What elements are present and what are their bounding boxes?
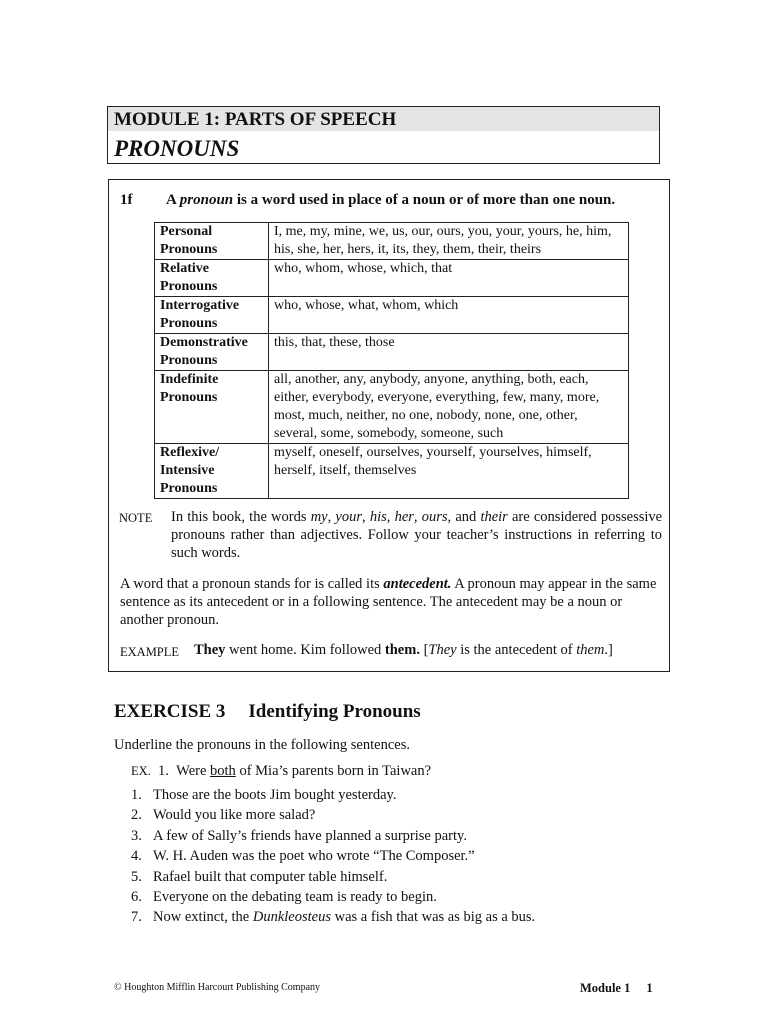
note-word: her <box>394 509 414 525</box>
pronoun-type-cell <box>155 444 269 499</box>
item-text: Everyone on the debating team is ready to begin. <box>153 888 437 905</box>
note-word: his <box>369 509 387 525</box>
pronoun-examples: all, another, any, anybody, anyone, anything, both, each, either, everybody, everyone, everything, few, many, more, most, much, neither, no one, nobody, none, one, other, several, some, somebody, someone, such <box>269 371 629 444</box>
pronoun-examples: who, whose, what, whom, which <box>269 297 629 334</box>
note-sep: , and <box>447 509 481 525</box>
underlined-pronoun: both <box>210 763 236 779</box>
example-italic: They <box>428 642 457 658</box>
table-row <box>155 223 629 260</box>
item-number: 3. <box>131 827 142 844</box>
note-sep: , <box>362 509 370 525</box>
note-sep: , <box>386 509 395 525</box>
example-bold: them. <box>384 642 420 658</box>
rule-suffix: is a word used in place of a noun or of more than one noun. <box>233 192 616 208</box>
ex-label: EX. <box>131 764 151 778</box>
pronoun-type: Pronouns <box>160 242 218 257</box>
module-header-box <box>107 106 660 164</box>
pronoun-examples: this, that, these, those <box>269 334 629 371</box>
table-row <box>155 371 629 444</box>
pronoun-type: Reflexive/ <box>160 445 220 460</box>
item-text: Those are the boots Jim bought yesterday. <box>153 787 397 803</box>
list-item <box>131 826 535 846</box>
table-row <box>155 260 629 297</box>
note-word: your <box>335 509 363 525</box>
pronoun-type: Pronouns <box>160 353 218 368</box>
list-item <box>131 887 535 907</box>
item-italic: Dunkleosteus <box>252 909 331 926</box>
pronoun-type: Intensive <box>160 463 215 478</box>
page-footer <box>580 980 653 996</box>
pronoun-examples: I, me, my, mine, we, us, our, ours, you, your, yours, he, him, his, she, her, hers, it, its, they, them, their, theirs <box>269 223 629 260</box>
example-label: EXAMPLE <box>120 645 180 659</box>
rule-definition <box>166 191 615 210</box>
pronoun-type: Interrogative <box>160 298 240 313</box>
item-number: 5. <box>131 868 142 885</box>
item-text: A few of Sally’s friends have planned a surprise party. <box>153 827 467 844</box>
list-item <box>131 785 535 805</box>
rule-prefix: A <box>166 192 180 208</box>
rule-number: 1f <box>120 192 133 208</box>
pronoun-type-cell <box>155 297 269 334</box>
rule-term: pronoun <box>179 192 234 208</box>
example-bold: They <box>194 642 226 658</box>
table-row <box>155 334 629 371</box>
example-part: [ <box>419 642 429 658</box>
footer-module: Module 1 <box>580 981 631 995</box>
note-word: their <box>480 509 508 525</box>
item-number: 4. <box>131 848 142 865</box>
antecedent-text: A word that a pronoun stands for is called its <box>120 576 384 592</box>
list-item <box>131 846 535 866</box>
note-word: ours <box>421 509 448 525</box>
antecedent-paragraph <box>120 575 662 629</box>
item-number: 1. <box>131 787 142 803</box>
ex-text: Were <box>176 763 211 779</box>
pronoun-type: Personal <box>160 224 213 239</box>
copyright-notice: © Houghton Mifflin Harcourt Publishing Company <box>114 982 321 993</box>
pronoun-type-cell <box>155 334 269 371</box>
list-item <box>131 867 535 887</box>
item-text: was a fish that was as big as a bus. <box>331 909 536 926</box>
table-row <box>155 297 629 334</box>
list-item <box>131 907 535 927</box>
exercise-instructions: Underline the pronouns in the following sentences. <box>114 737 410 753</box>
pronoun-type-cell <box>155 223 269 260</box>
item-number: 2. <box>131 807 142 824</box>
example-text <box>194 641 613 659</box>
pronoun-type: Pronouns <box>160 316 218 331</box>
exercise-title: Identifying Pronouns <box>248 701 421 722</box>
example-italic: them <box>576 642 605 658</box>
pronoun-table <box>154 222 629 499</box>
pronoun-type: Demonstrative <box>160 335 248 350</box>
table-row <box>155 444 629 499</box>
example-part: went home. Kim followed <box>225 642 385 658</box>
note-sep: , <box>413 509 422 525</box>
page-number: 1 <box>646 981 653 995</box>
note-text-part: In this book, the words <box>171 509 311 525</box>
pronoun-type: Indefinite <box>160 372 219 387</box>
example-part: is the antecedent of <box>456 642 577 658</box>
module-label: MODULE 1: PARTS OF SPEECH <box>108 107 659 131</box>
pronoun-examples: myself, oneself, ourselves, yourself, yourselves, himself, herself, itself, themselves <box>269 444 629 499</box>
item-text: W. H. Auden was the poet who wrote “The Composer.” <box>153 848 475 865</box>
pronoun-type: Pronouns <box>160 481 218 496</box>
pronoun-type: Relative <box>160 261 209 276</box>
antecedent-term: antecedent. <box>383 576 452 592</box>
pronoun-type: Pronouns <box>160 390 218 405</box>
item-text: Would you like more salad? <box>153 807 316 824</box>
example-sentence <box>131 762 431 780</box>
page-title: PRONOUNS <box>114 136 240 161</box>
pronoun-type-cell <box>155 371 269 444</box>
item-number: 7. <box>131 909 142 926</box>
item-text: Rafael built that computer table himself. <box>153 868 388 885</box>
list-item <box>131 805 535 825</box>
ex-number: 1. <box>158 763 169 779</box>
exercise-label: EXERCISE 3 <box>114 701 226 722</box>
antecedent-text: A pronoun may appear in the same sentence as its antecedent or in a following sentence. The antecedent may be a noun or another pronoun. <box>120 576 657 628</box>
pronoun-type-cell <box>155 260 269 297</box>
item-number: 6. <box>131 888 142 905</box>
item-text: Now extinct, the <box>153 909 253 926</box>
note-label: NOTE <box>119 511 153 525</box>
exercise-list <box>131 785 535 928</box>
pronoun-examples: who, whom, whose, which, that <box>269 260 629 297</box>
exercise-heading <box>114 701 421 723</box>
note-text <box>171 508 662 562</box>
ex-text: of Mia’s parents born in Taiwan? <box>235 763 432 779</box>
pronoun-type: Pronouns <box>160 279 218 294</box>
note-sep: , <box>327 509 336 525</box>
note-text-part: are considered possessive pronouns rather than adjectives. Follow your teacher’s instructions in referring to such words. <box>171 509 663 561</box>
example-part: .] <box>604 642 613 658</box>
note-word: my <box>310 509 328 525</box>
